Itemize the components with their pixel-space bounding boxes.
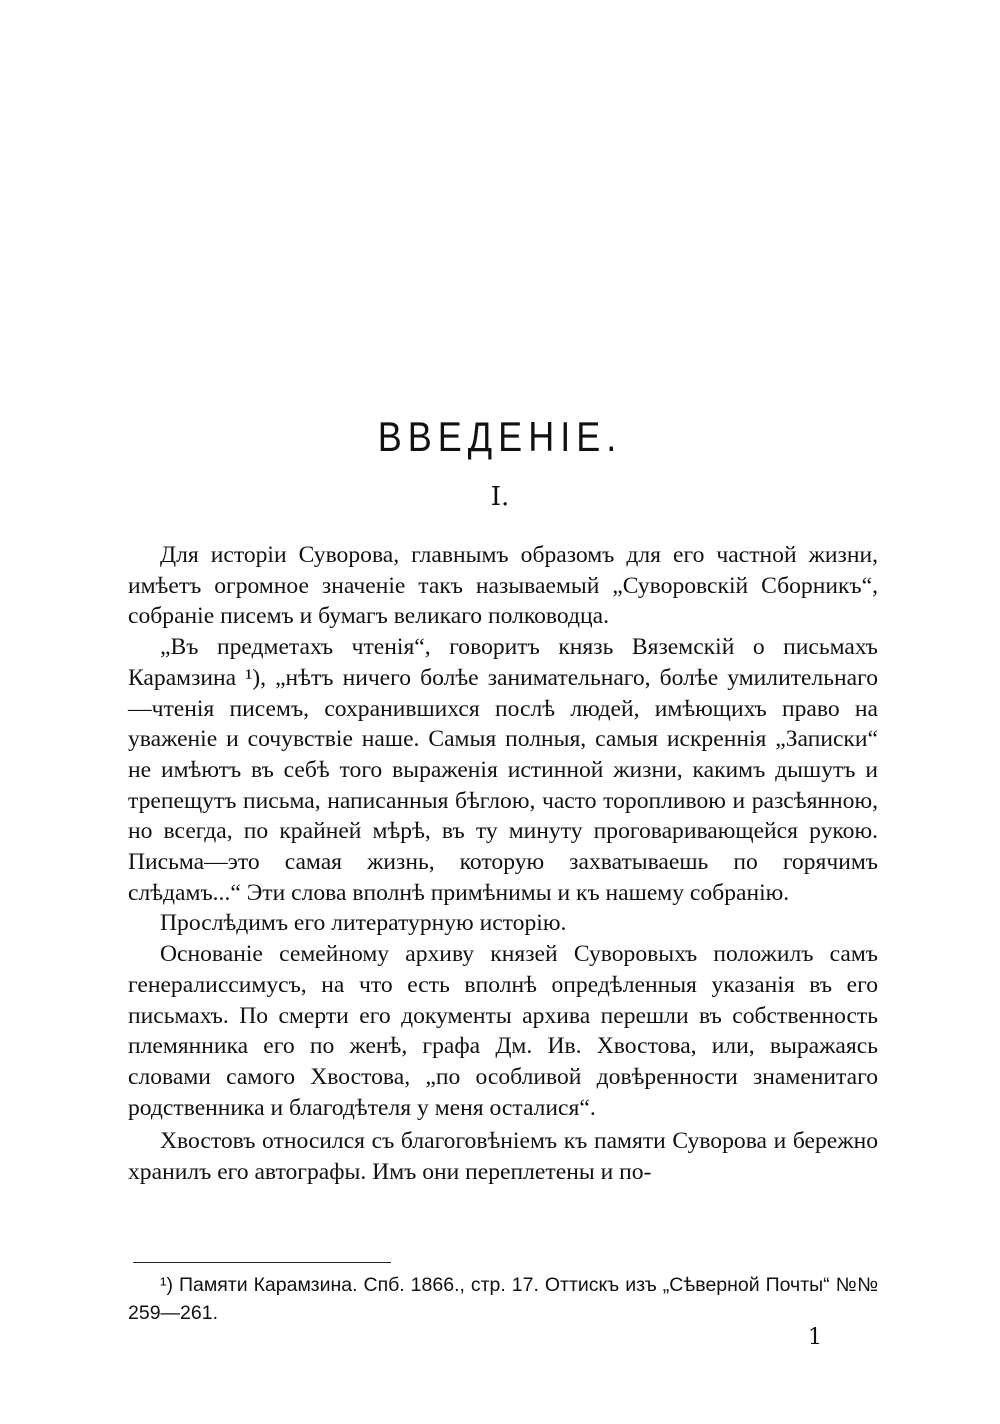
page-number: 1 [808,1325,822,1350]
paragraph: Хвостовъ относился съ благоговѣніемъ къ памяти Суворова и бережно хранилъ его автографы. Имъ они переплетены и по- [128,1128,878,1186]
paragraph: Основаніе семейному архиву князей Суворовыхъ положилъ самъ генералиссимусъ, на что есть вполнѣ опредѣленныя указанія въ его письмахъ. По смерти его документы архива перешли въ собственность племянника его по женѣ, графа Дм. Ив. Хвостова, или, выражаясь словами самого Хвостова, „по особливой довѣренности знаменитаго родственника и благодѣтеля у меня осталися“. [128,941,878,1121]
paragraph: Прослѣдимъ его литературную исторію. [160,910,567,937]
body-text [128,540,878,1188]
footnote-divider [133,1262,391,1263]
footnotes [128,1271,878,1327]
section-number: I. [490,482,510,512]
paragraph: Для исторіи Суворова, главнымъ образомъ для его частной жизни, имѣетъ огромное значеніе такъ называемый „Суворовскій Сборникъ“, собраніе писемъ и бумагъ великаго полководца. [128,542,878,630]
footnote: ¹) Памяти Карамзина. Спб. 1866., стр. 17. Оттискъ изъ „Сѣверной Почты“ №№ 259—261. [128,1274,878,1324]
page-title: ВВЕДЕНІЕ. [377,412,623,460]
paragraph: „Въ предметахъ чтенія“, говоритъ князь Вяземскій о письмахъ Карамзина ¹), „нѣтъ ничего болѣе занимательнаго, болѣе умилительнаго—чтенія писемъ, сохранившихся послѣ людей, имѣющихъ право на уваженіе и сочувствіе наше. Самыя полныя, самыя искреннія „Записки“ не имѣютъ въ себѣ того выраженія истинной жизни, какимъ дышутъ и трепещутъ письма, написанныя бѣглою, часто торопливою и разсѣянною, но всегда, по крайней мѣрѣ, въ ту минуту проговаривающейся рукою. Письма—это самая жизнь, которую захватываешь по горячимъ слѣдамъ...“ Эти слова вполнѣ примѣнимы и къ нашему собранію. [128,634,878,906]
